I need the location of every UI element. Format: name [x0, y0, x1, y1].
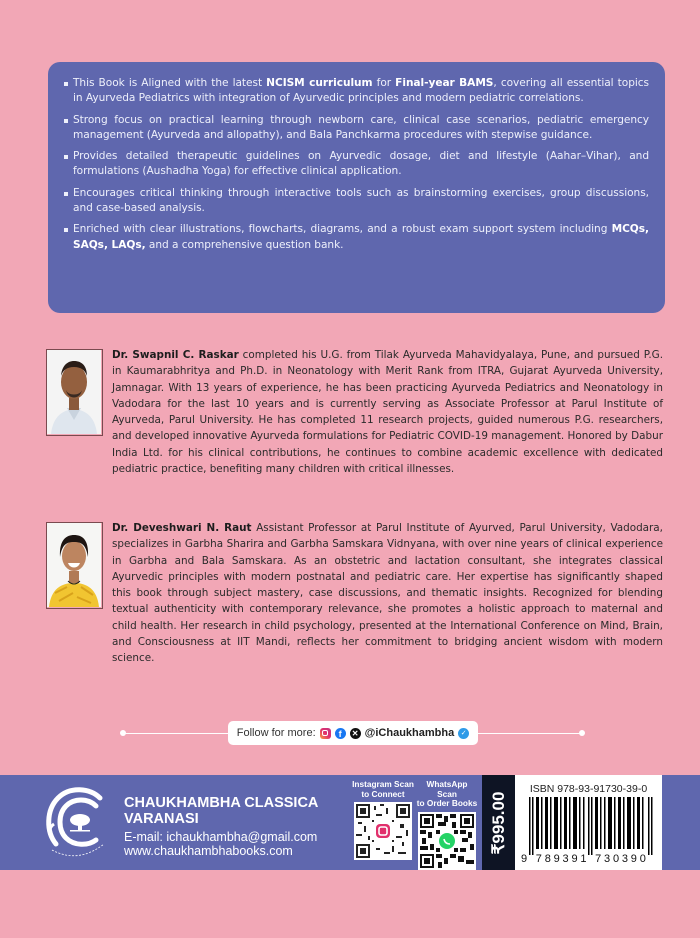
author-bio-text: completed his U.G. from Tilak Ayurveda Mahavidyalaya, Pune, and pursued P.G. in Kaumarabhritya and Ph.D. in Neonatology with Merit Rank from ITRA, Gujarat Ayurveda University, Jamnagar. With 13 years of experience, he has been practicing Ayurveda Pediatrics and Neonatology in Vadodara for the last 10 years and is currently serving as Associate Professor at Parul Institute of Ayurveda, Parul University. He has completed 11 research projects, guided numerous P.G. researchers, and developed innovative Ayurveda formulations for Pediatric COVID-19 management. Honored by Dabur India Ltd. for his clinical contributions, he continues to combine academic excellence with dedicated pediatric practice, benefiting many children with critical illnesses. [112, 349, 664, 476]
feature-text: for [372, 77, 396, 89]
feature-text: Encourages critical thinking through interactive tools such as brainstorming exercises, group discussions, and case-based analysis. [73, 186, 649, 215]
publisher-contact [124, 830, 317, 858]
price-label: ₹995.00 [488, 791, 508, 854]
publisher-name [124, 795, 318, 827]
instagram-icon[interactable] [320, 728, 331, 739]
qr-label: Instagram Scan to Connect [352, 779, 414, 799]
bullet-icon [64, 192, 68, 196]
publisher-logo-icon [40, 784, 118, 862]
feature-item [64, 186, 649, 217]
feature-item [64, 113, 649, 144]
qr-label: WhatsApp Scan to Order Books [416, 779, 478, 808]
publisher-band [0, 775, 700, 870]
author-bio-text: Assistant Professor at Parul Institute of Ayurved, Parul University, Vadodara, specializes in Garbha Sharira and Garbha Samskara Vidnyana, with over nine years of clinical experience in Garbha and Bala Samskara. As an obstetric and lactation consultant, she integrates classical Ayurvedic principles with modern postnatal and pediatric care. Her expertise has significantly shaped this book through subject mastery, case discussions, and thematic insights. Recognized for blending textual authenticity with contemporary relevance, she promotes a holistic approach to maternal and child health. Her research in child psychology, presented at the International Conference on Mind, Brain, and Consciousness at IIT Mandi, reflects her commitment to bridging ancient wisdom with modern science. [112, 522, 663, 665]
author-bio [112, 347, 663, 477]
author-photo [46, 349, 103, 436]
feature-item [64, 149, 649, 180]
follow-bar [228, 721, 478, 745]
facebook-icon[interactable]: f [335, 728, 346, 739]
instagram-qr-block [352, 780, 414, 860]
divider-dot [120, 730, 126, 736]
whatsapp-qr-block [416, 780, 478, 870]
author-photo [46, 522, 103, 609]
publisher-email[interactable]: E-mail: ichaukhambha@gmail.com [124, 830, 318, 844]
feature-text: , covering all essential topics in Ayurveda Pediatrics with integration of Ayurvedic principles and modern pediatric correlations. [73, 77, 650, 105]
social-handle[interactable]: @iChaukhambha [364, 727, 455, 739]
bullet-icon [64, 228, 68, 232]
x-icon[interactable]: ✕ [350, 728, 361, 739]
price-strip [482, 775, 515, 870]
barcode-icon [527, 797, 655, 855]
feature-item [64, 222, 649, 253]
bullet-icon [64, 119, 68, 123]
isbn-barcode-panel [515, 775, 662, 870]
bullet-icon [64, 155, 68, 159]
feature-item [64, 76, 649, 107]
publisher-name-line2: VARANASI [124, 811, 199, 827]
publisher-name-line1: CHAUKHAMBHA CLASSICA [124, 795, 319, 811]
divider-dot [579, 730, 585, 736]
bullet-icon [64, 82, 68, 86]
author-name: Dr. Deveshwari N. Raut [112, 522, 252, 534]
feature-text: Strong focus on practical learning through newborn care, clinical case scenarios, pediatric emergency management (Ayurveda and allopathy), and Bala Panchkarma procedures with stepwise guidance. [73, 113, 649, 141]
author-bio [112, 520, 663, 667]
features-box [48, 62, 665, 313]
feature-text: This Book is Aligned with the latest [73, 77, 267, 89]
whatsapp-qr-code[interactable] [418, 812, 476, 870]
isbn-label: ISBN 978-93-91730-39-0 [529, 783, 648, 795]
feature-highlight: NCISM curriculum [266, 77, 373, 89]
feature-text: Provides detailed therapeutic guidelines on Ayurvedic dosage, diet and lifestyle (Aahar–Vihar), and formulations (Aushadha Yoga) for effective clinical application. [73, 150, 649, 178]
feature-highlight: Final-year BAMS [395, 77, 494, 89]
feature-list [64, 76, 649, 253]
feature-text: Enriched with clear illustrations, flowcharts, diagrams, and a robust exam support system including [73, 223, 612, 236]
follow-label: Follow for more: [236, 727, 316, 739]
feature-highlight: MCQs, SAQs, LAQs, [73, 223, 649, 251]
instagram-qr-code[interactable] [354, 802, 412, 860]
verified-badge-icon: ✓ [458, 728, 469, 739]
author-name: Dr. Swapnil C. Raskar [112, 349, 239, 361]
feature-text: and a comprehensive question bank. [145, 238, 344, 251]
isbn-digits: 9 789391 730390 [521, 853, 649, 865]
publisher-website[interactable]: www.chaukhambhabooks.com [124, 844, 293, 858]
